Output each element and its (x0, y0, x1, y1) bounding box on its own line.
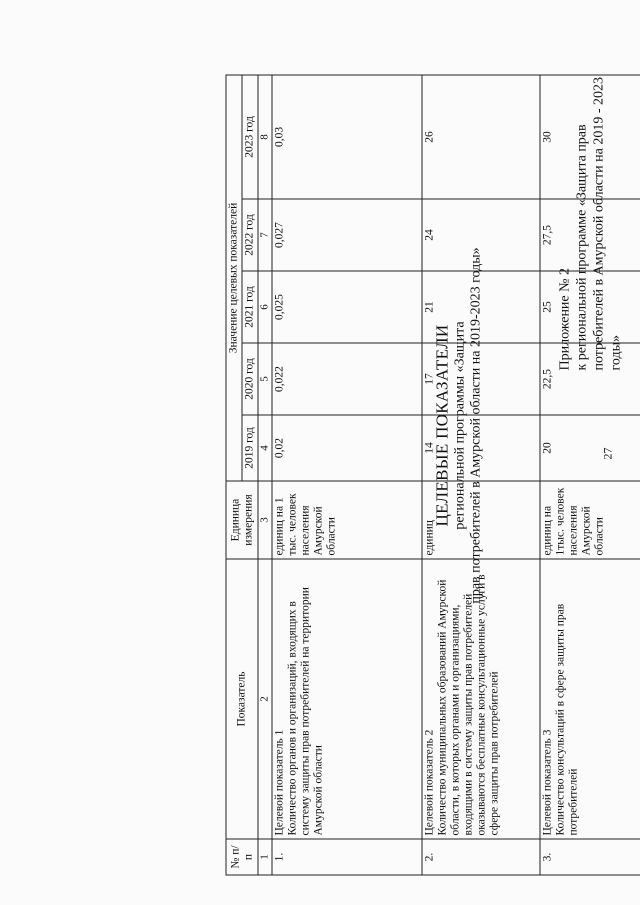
value-2020: 17 (422, 343, 540, 415)
value-2022: 24 (422, 199, 540, 271)
indicator-name: Целевой показатель 1 (273, 729, 285, 835)
column-index-row (258, 74, 272, 874)
col-index: 2 (258, 559, 272, 839)
unit-cell: единиц (422, 481, 540, 559)
document-subtitle-1: региональной программы «Защита (452, 320, 467, 530)
value-2019: 14 (422, 415, 540, 481)
appendix-line-2: к региональной программе «Защита прав (574, 123, 589, 370)
header-year-2022: 2022 год (242, 199, 258, 271)
col-index: 6 (258, 271, 272, 343)
value-2023: 0,03 (272, 74, 422, 198)
unit-cell: единиц на 1 тыс. человек населения Амурской области (272, 481, 422, 559)
table-row (272, 74, 422, 874)
table-row (540, 74, 640, 874)
row-num: 3. (540, 839, 640, 875)
header-year-2019: 2019 год (242, 415, 258, 481)
indicators-table (225, 74, 640, 875)
value-2021: 0,025 (272, 271, 422, 343)
document-subtitle-2: прав потребителей в Амурской области на 2019-2023 годы» (468, 246, 483, 604)
header-indicator: Показатель (226, 559, 258, 839)
header-row-1 (226, 74, 242, 874)
appendix-line-3: потребителей в Амурской области на 2019 - 2023 (591, 76, 606, 370)
indicator-desc: Количество муниципальных образований Амурской области, в которых органами и организациями, входящими в систему защиты прав потребителей оказываются бесплатные консультационные услуги в сфере защиты прав потребителей (436, 573, 500, 835)
appendix-line-4: годы» (608, 334, 623, 370)
value-2019: 0,02 (272, 415, 422, 481)
col-index: 7 (258, 199, 272, 271)
value-2022: 0,027 (272, 199, 422, 271)
header-year-2023: 2023 год (242, 74, 258, 198)
col-index: 5 (258, 343, 272, 415)
header-year-2021: 2021 год (242, 271, 258, 343)
value-2021: 21 (422, 271, 540, 343)
value-2022: 27,5 (540, 199, 640, 271)
col-index: 3 (258, 481, 272, 559)
indicator-cell (540, 559, 640, 839)
row-num: 1. (272, 839, 422, 875)
col-index: 8 (258, 74, 272, 198)
row-num: 2. (422, 839, 540, 875)
header-values-group: Значение целевых показателей (226, 74, 242, 480)
header-num: № п/п (226, 839, 258, 875)
value-2023: 26 (422, 74, 540, 198)
indicator-name: Целевой показатель 3 (541, 729, 553, 835)
header-unit: Единица измерения (226, 481, 258, 559)
value-2020: 0,022 (272, 343, 422, 415)
col-index: 1 (258, 839, 272, 875)
indicator-name: Целевой показатель 2 (423, 729, 435, 835)
page-number: 27 (600, 447, 614, 459)
col-index: 4 (258, 415, 272, 481)
value-2020: 22,5 (540, 343, 640, 415)
indicator-desc: Количество органов и организаций, входящих в систему защиты прав потребителей на территории Амурской области (286, 586, 324, 835)
header-year-2020: 2020 год (242, 343, 258, 415)
value-2021: 25 (540, 271, 640, 343)
appendix-line-1: Приложение № 2 (557, 267, 572, 370)
indicator-cell (422, 559, 540, 839)
table-row (422, 74, 540, 874)
value-2019: 20 (540, 415, 640, 481)
unit-cell: единиц на 1тыс. человек населения Амурской области (540, 481, 640, 559)
document-title: ЦЕЛЕВЫЕ ПОКАЗАТЕЛИ (432, 324, 451, 526)
indicator-cell (272, 559, 422, 839)
indicator-desc: Количество консультаций в сфере защиты прав потребителей (554, 603, 579, 835)
value-2023: 30 (540, 74, 640, 198)
